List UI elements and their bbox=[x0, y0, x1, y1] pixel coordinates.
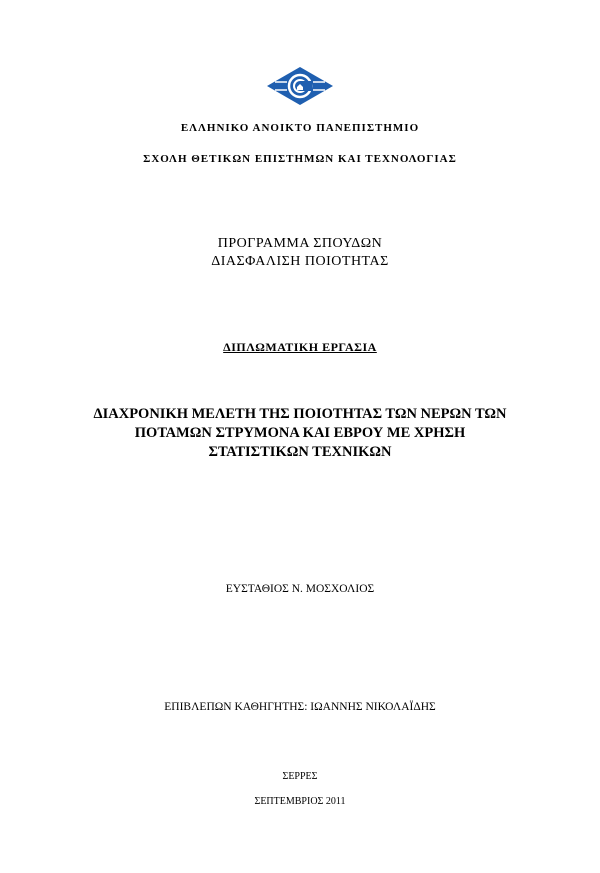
author-name: ΕΥΣΤΑΘΙΟΣ Ν. ΜΟΣΧΟΛΙΟΣ bbox=[225, 583, 375, 595]
university-logo-icon bbox=[267, 67, 333, 105]
thesis-title-line-2: ΠΟΤΑΜΩΝ ΣΤΡΥΜΟΝΑ ΚΑΙ ΕΒΡΟΥ ΜΕ ΧΡΗΣΗ bbox=[134, 425, 466, 441]
place: ΣΕΡΡΕΣ bbox=[282, 771, 318, 782]
date: ΣΕΠΤΕΜΒΡΙΟΣ 2011 bbox=[254, 796, 346, 807]
thesis-title-line-1: ΔΙΑΧΡΟΝΙΚΗ ΜΕΛΕΤΗ ΤΗΣ ΠΟΙΟΤΗΤΑΣ ΤΩΝ ΝΕΡΩΝ ΤΩΝ bbox=[93, 406, 507, 422]
program-name: ΔΙΑΣΦΑΛΙΣΗ ΠΟΙΟΤΗΤΑΣ bbox=[211, 254, 389, 269]
school-name: ΣΧΟΛΗ ΘΕΤΙΚΩΝ ΕΠΙΣΤΗΜΩΝ ΚΑΙ ΤΕΧΝΟΛΟΓΙΑΣ bbox=[143, 153, 457, 165]
university-name: ΕΛΛΗΝΙΚΟ ΑΝΟΙΚΤΟ ΠΑΝΕΠΙΣΤΗΜΙΟ bbox=[180, 122, 420, 134]
thesis-label: ΔΙΠΛΩΜΑΤΙΚΗ ΕΡΓΑΣΙΑ bbox=[223, 340, 377, 354]
thesis-title-line-3: ΣΤΑΤΙΣΤΙΚΩΝ ΤΕΧΝΙΚΩΝ bbox=[208, 444, 392, 460]
program-label: ΠΡΟΓΡΑΜΜΑ ΣΠΟΥΔΩΝ bbox=[217, 236, 383, 251]
supervisor: ΕΠΙΒΛΕΠΩΝ ΚΑΘΗΓΗΤΗΣ: ΙΩΑΝΝΗΣ ΝΙΚΟΛΑΪΔΗΣ bbox=[164, 701, 436, 713]
